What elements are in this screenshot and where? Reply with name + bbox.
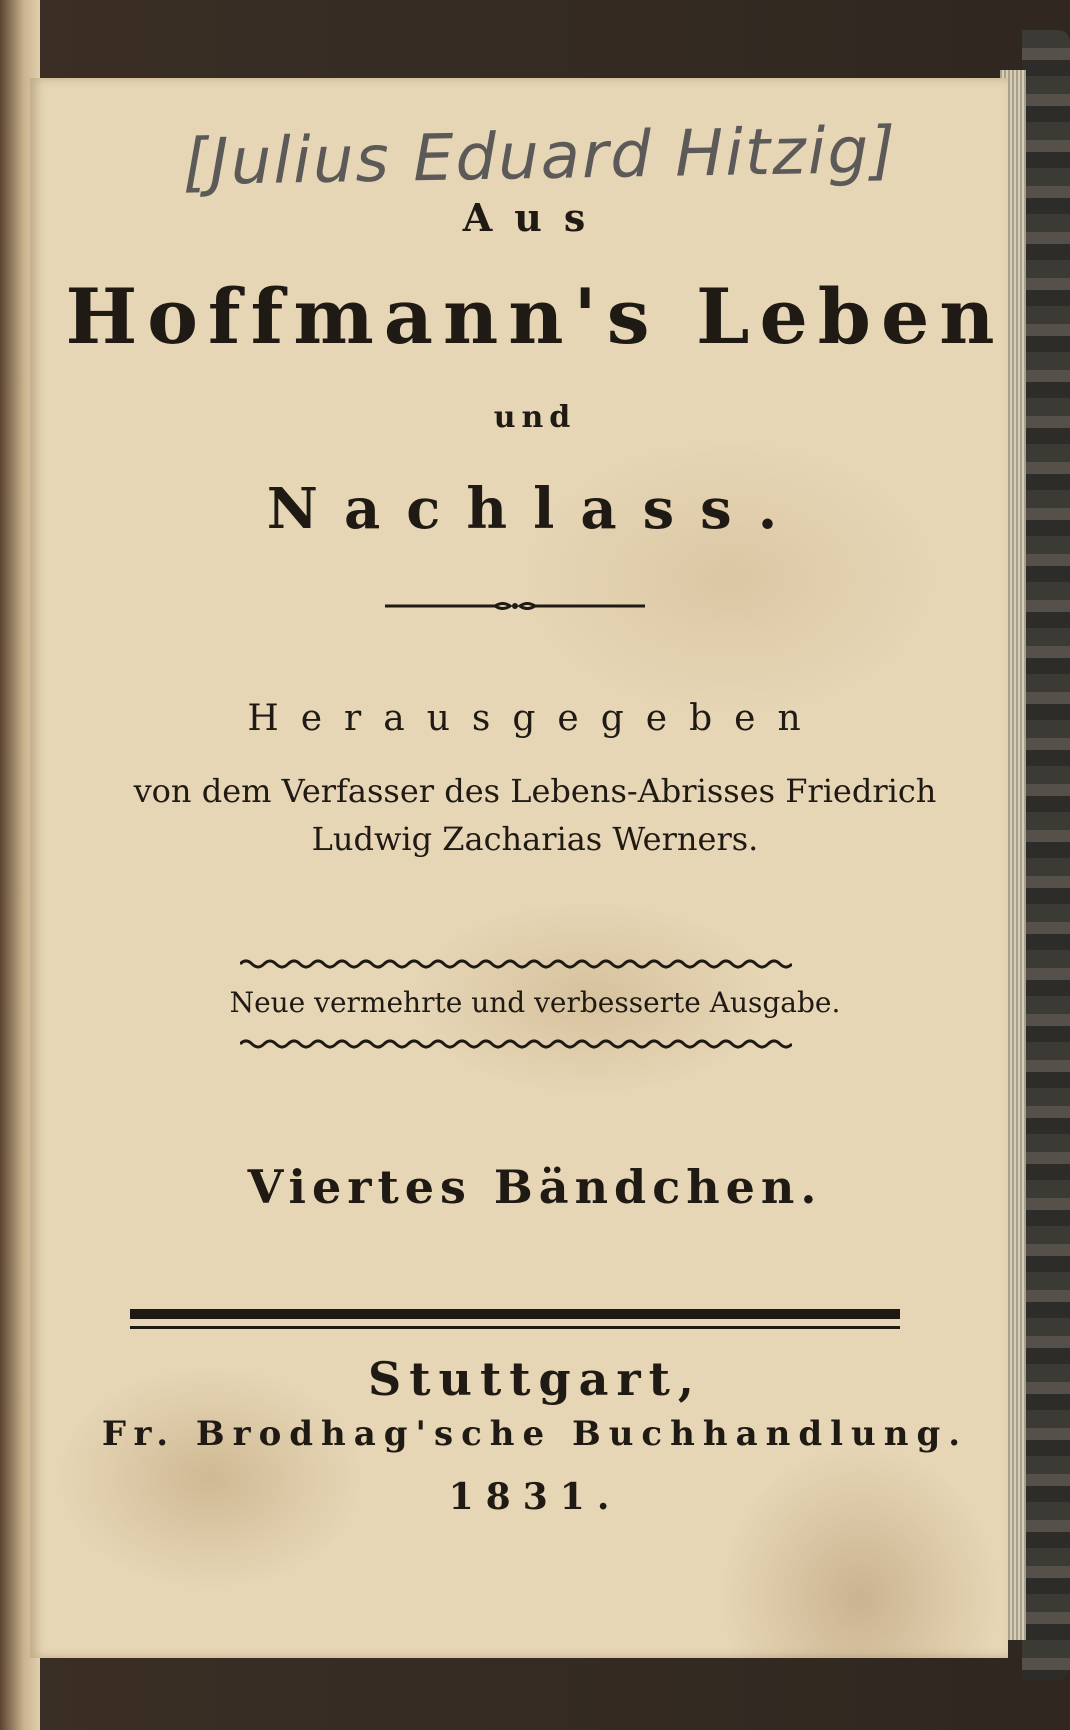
editor-label: Herausgegeben xyxy=(247,698,823,739)
thin-rule xyxy=(130,1326,900,1329)
wavy-rule-bottom xyxy=(240,1038,792,1050)
title-line-hoffmann: Hoffmann's Leben xyxy=(65,272,1005,361)
imprint-place: Stuttgart, xyxy=(368,1352,702,1406)
wavy-rule-top xyxy=(240,958,792,970)
handwritten-attribution: [Julius Eduard Hitzig] xyxy=(182,113,898,201)
editor-line-1: von dem Verfasser des Lebens-Abrisses Friedrich xyxy=(133,772,937,810)
volume-label: Viertes Bändchen. xyxy=(247,1160,823,1214)
imprint-year: 1831. xyxy=(448,1476,622,1518)
title-line-und: und xyxy=(493,400,577,435)
title-line-aus: Aus xyxy=(462,195,608,240)
editor-line-2: Ludwig Zacharias Werners. xyxy=(311,820,759,858)
imprint-publisher: Fr. Brodhag'sche Buchhandlung. xyxy=(101,1414,969,1454)
edition-statement: Neue vermehrte und verbesserte Ausgabe. xyxy=(229,986,841,1019)
title-line-nachlass: Nachlass. xyxy=(266,476,804,542)
ornamental-rule xyxy=(385,600,645,612)
thick-rule xyxy=(130,1309,900,1319)
